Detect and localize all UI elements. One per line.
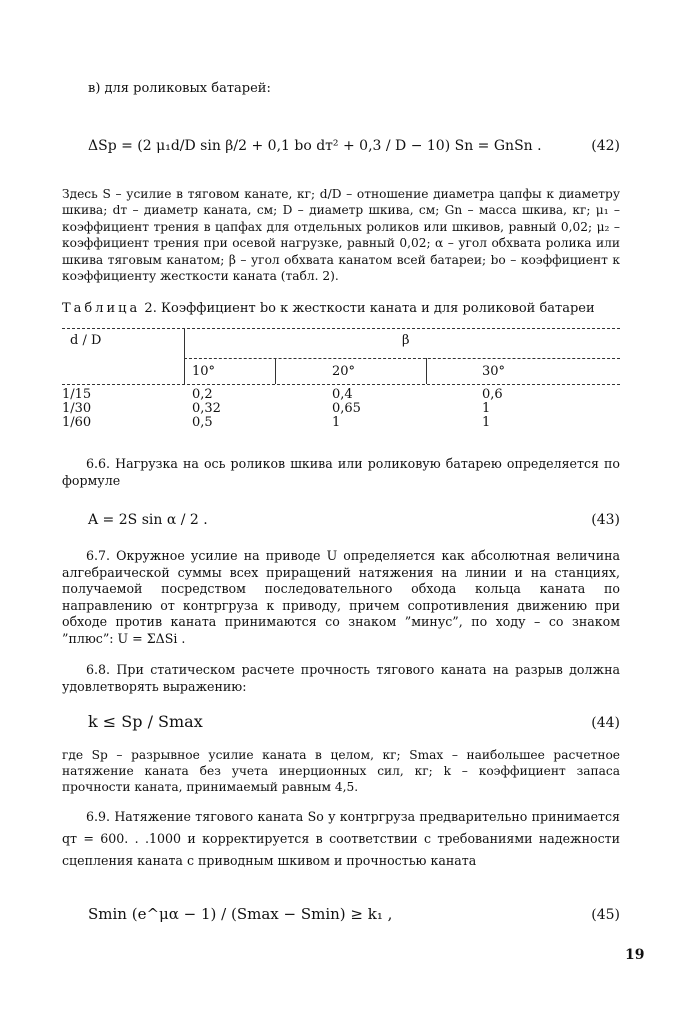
paragraph-6-6-text: 6.6. Нагрузка на ось роликов шкива или роликовую батарею определяется по формуле xyxy=(62,456,620,488)
formula-45-expression: Smin (e^μα − 1) / (Smax − Smin) ≥ k₁ , xyxy=(88,905,393,923)
table-cell: 0,4 xyxy=(332,387,353,402)
paragraph-6-7 xyxy=(62,548,620,648)
table-caption-text: 2. Коэффициент bo к жесткости каната и для роликовой батареи xyxy=(144,301,595,316)
paragraph-6-6 xyxy=(62,456,620,489)
table-cell: 0,5 xyxy=(192,415,213,430)
table-rule-subheader xyxy=(184,358,620,359)
formula-44 xyxy=(88,713,620,732)
table-cell: 0,6 xyxy=(482,387,503,402)
formula-43 xyxy=(88,512,620,529)
table-header-angle: 10° xyxy=(192,364,216,379)
formula-43-number: (43) xyxy=(591,512,620,528)
table-cell: 1 xyxy=(332,415,341,430)
formula-42-expression: ΔSp = (2 μ₁d/D sin β/2 + 0,1 bo dт² + 0,3 / D − 10) Sn = GnSn . xyxy=(88,138,542,154)
formula-42 xyxy=(88,138,620,155)
table-cell: 1 xyxy=(482,415,491,430)
table-caption xyxy=(62,300,595,317)
paragraph-definitions-text: Здесь S – усилие в тяговом канате, кг; d/D – отношение диаметра цапфы к диаметру шкива; dт – диаметр каната, см; D – диаметр шкива, см; Gn – масса шкива, кг; μ₁ – коэффициент трения в цапфах для отдельных роликов или шкивов, равный 0,02; μ₂ – коэффициент трения при осевой нагрузке, равный 0,02; α – угол обхвата ролика или шкива тяговым канатом; β – угол обхвата канатом всей батареи; bo – коэффициент к коэффициенту жесткости каната (табл. 2). xyxy=(62,187,620,284)
paragraph-6-8-text: 6.8. При статическом расчете прочность тягового каната на разрыв должна удовлетворять выражению: xyxy=(62,662,620,694)
formula-45 xyxy=(88,906,620,924)
intro-line: в) для роликовых батарей: xyxy=(88,81,271,96)
table-cell-ratio: 1/15 xyxy=(62,387,92,402)
paragraph-6-7-text: 6.7. Окружное усилие на приводе U определяется как абсолютная величина алгебраической суммы всех приращений натяжения на линии и на станциях, получаемой посредством последовательного обхода кольца каната по направлению от контргруза к приводу, причем сопротивления движению при обходе против каната принимаются со знаком ”минус”, по ходу – со знаком ”плюс”: U = ΣΔSi . xyxy=(62,548,620,646)
table-divider-1 xyxy=(275,358,276,384)
paragraph-definitions xyxy=(62,186,620,284)
formula-42-number: (42) xyxy=(591,138,620,154)
formula-44-expression: k ≤ Sp / Smax xyxy=(88,712,203,731)
table-cell: 0,2 xyxy=(192,387,213,402)
table-cell: 1 xyxy=(482,401,491,416)
table-cell: 0,32 xyxy=(192,401,221,416)
table-cell-ratio: 1/30 xyxy=(62,401,92,416)
table-header-angle: 20° xyxy=(332,364,356,379)
paragraph-where xyxy=(62,747,620,796)
paragraph-6-9 xyxy=(62,806,620,872)
table-rule-top xyxy=(62,328,620,329)
table-cell-ratio: 1/60 xyxy=(62,415,92,430)
paragraph-where-text: где Sp – разрывное усилие каната в целом, кг; Smax – наибольшее расчетное натяжение каната без учета инерционных сил, кг; k – коэффициент запаса прочности каната, принимаемый равным 4,5. xyxy=(62,748,620,795)
table-divider-2 xyxy=(426,358,427,384)
formula-43-expression: A = 2S sin α / 2 . xyxy=(88,512,208,528)
table-header-beta: β xyxy=(402,333,410,348)
paragraph-6-8 xyxy=(62,662,620,695)
table-cell: 0,65 xyxy=(332,401,361,416)
coefficient-table xyxy=(62,328,620,434)
table-rule-header-bottom xyxy=(62,384,620,385)
formula-45-number: (45) xyxy=(591,907,620,923)
page-number: 19 xyxy=(625,947,645,963)
table-header-angle: 30° xyxy=(482,364,506,379)
table-divider-main xyxy=(184,328,185,384)
formula-44-number: (44) xyxy=(591,715,620,731)
table-caption-label: Таблица xyxy=(62,301,141,316)
paragraph-6-9-text: 6.9. Натяжение тягового каната So у контргруза предварительно принимается qт = 600. . .1000 и корректируется в соответствии с требованиями надежности сцепления каната с приводным шкивом и прочностью каната xyxy=(62,809,620,868)
table-header-ratio: d / D xyxy=(70,333,102,348)
